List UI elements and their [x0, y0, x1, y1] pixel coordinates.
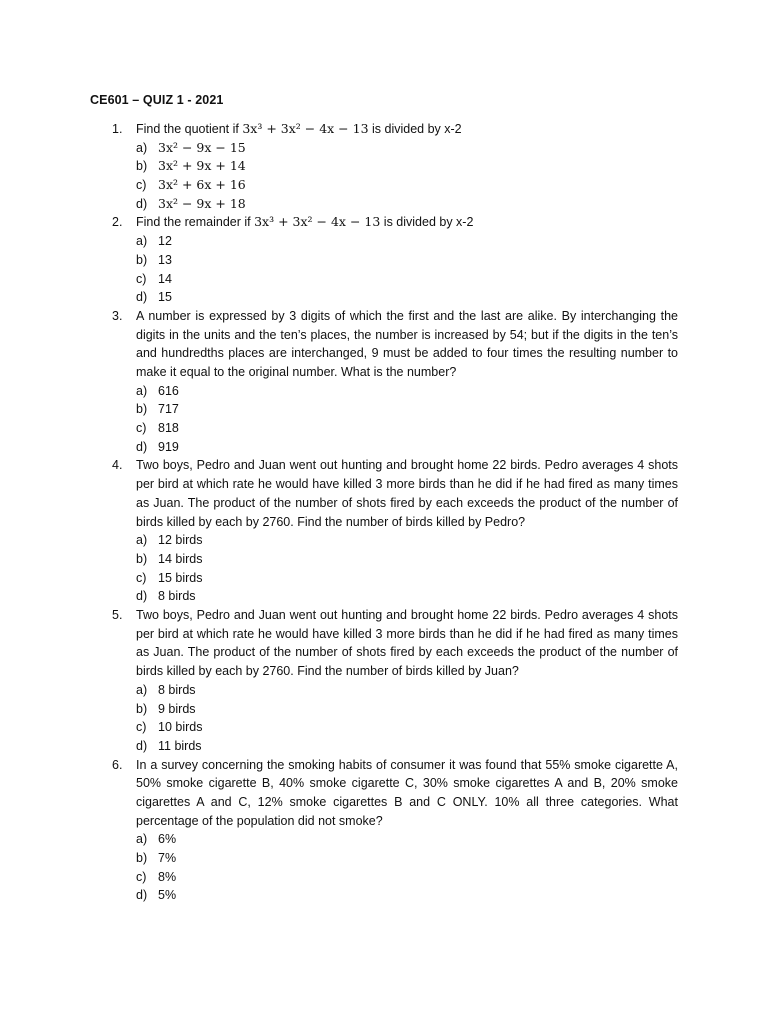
option-b: [0, 400, 768, 419]
question-list: [0, 120, 768, 905]
question-5: [0, 606, 768, 756]
question-text: In a survey concerning the smoking habits of consumer it was found that 55% smoke cigarette A, 50% smoke cigarette B, 40% smoke cigarette C, 30% smoke cigarettes A and B, 20% smoke cigarettes A and C, 12% smoke cigarettes B and C ONLY. 10% all three categories. What percentage of the population did not smoke?: [136, 757, 678, 828]
question-1: [0, 120, 768, 213]
option-d: [0, 195, 768, 214]
option-text: 15: [158, 290, 172, 305]
option-letter: a): [136, 533, 148, 548]
question-number: 6.: [112, 757, 123, 772]
option-text: 14 birds: [158, 551, 203, 566]
option-d: [0, 587, 768, 606]
option-letter: a): [136, 832, 148, 847]
option-a: [0, 531, 768, 550]
option-letter: b): [136, 159, 148, 174]
question-text: Two boys, Pedro and Juan went out hunting and brought home 22 birds. Pedro averages 4 shots per bird at which rate he would have killed 3 more birds than he did if he had fired as many times as Juan. The product of the number of shots fired by each exceeds the product of the number of birds killed by each by 2760. Find the number of birds killed by Juan?: [136, 608, 678, 679]
math-expression: 3x³ + 3x² − 4x − 13: [242, 121, 369, 136]
math-expression: 3x³ + 3x² − 4x − 13: [254, 214, 381, 230]
question-suffix: is divided by x-2: [368, 122, 462, 136]
option-text: 3x² − 9x − 15: [158, 139, 246, 155]
option-letter: b): [136, 551, 148, 566]
option-text: 616: [158, 383, 179, 398]
option-b: [0, 157, 768, 176]
option-text: 5%: [158, 888, 177, 903]
option-letter: c): [136, 178, 147, 193]
question-number: 3.: [112, 308, 123, 323]
question-prefix: Find the remainder if: [136, 215, 255, 230]
option-letter: b): [136, 701, 148, 716]
option-letter: c): [136, 421, 147, 436]
option-letter: c): [136, 720, 147, 735]
option-text: 10 birds: [158, 720, 203, 735]
option-letter: d): [136, 738, 148, 753]
option-letter: a): [136, 234, 148, 249]
option-text: 919: [158, 439, 179, 454]
option-letter: b): [136, 402, 148, 417]
option-text: 15 birds: [158, 570, 203, 585]
option-letter: d): [136, 439, 148, 454]
question-text: A number is expressed by 3 digits of which the first and the last are alike. By interchanging the digits in the units and the ten’s places, the number is increased by 54; but if the digits in the ten’s and hundredths places are interchanged, 9 must be added to four times the resulting number to make it equal to the original number. What is the number?: [136, 308, 678, 380]
question-number: 2.: [112, 215, 123, 230]
question-number: 5.: [112, 608, 123, 623]
option-d: [0, 737, 768, 756]
question-number: 1.: [112, 122, 123, 136]
option-letter: d): [136, 196, 148, 211]
option-d: [0, 288, 768, 307]
option-c: [0, 718, 768, 737]
option-letter: d): [136, 589, 148, 604]
option-a: [0, 232, 768, 251]
option-d: [0, 438, 768, 457]
option-b: [0, 849, 768, 868]
option-c: [0, 419, 768, 438]
option-text: 8 birds: [158, 589, 196, 604]
option-b: [0, 251, 768, 270]
question-text: [136, 213, 678, 232]
option-text: 8%: [158, 869, 177, 884]
quiz-title: CE601 – QUIZ 1 - 2021: [90, 93, 224, 107]
option-text: 12: [158, 234, 172, 249]
option-text: 12 birds: [158, 533, 203, 548]
option-text: 7%: [158, 851, 177, 866]
option-a: [0, 681, 768, 700]
option-a: [0, 139, 768, 158]
option-text: 11 birds: [158, 738, 202, 753]
option-letter: b): [136, 252, 148, 267]
option-text: 14: [158, 271, 172, 286]
option-b: [0, 550, 768, 569]
option-c: [0, 868, 768, 887]
option-text: 8 birds: [158, 682, 196, 697]
option-text: 717: [158, 402, 179, 417]
question-3: [0, 307, 768, 457]
option-c: [0, 569, 768, 588]
question-number: 4.: [112, 458, 123, 473]
option-letter: a): [136, 682, 148, 697]
option-c: [0, 270, 768, 289]
option-letter: d): [136, 290, 148, 305]
question-2: [0, 213, 768, 306]
question-4: [0, 456, 768, 606]
option-text: 13: [158, 252, 172, 267]
option-text: 818: [158, 421, 179, 436]
option-letter: b): [136, 851, 148, 866]
option-c: [0, 176, 768, 195]
option-text: 9 birds: [158, 701, 196, 716]
question-text: Two boys, Pedro and Juan went out hunting and brought home 22 birds. Pedro averages 4 shots per bird at which rate he would have killed 3 more birds than he did if he had fired as many times as Juan. The product of the number of shots fired by each exceeds the product of the number of birds killed by each by 2760. Find the number of birds killed by Pedro?: [136, 458, 678, 529]
question-6: [0, 756, 768, 906]
option-b: [0, 700, 768, 719]
option-a: [0, 382, 768, 401]
option-letter: c): [136, 570, 147, 585]
option-a: [0, 830, 768, 849]
option-letter: c): [136, 869, 147, 884]
question-text: [136, 120, 678, 139]
option-letter: d): [136, 888, 148, 903]
option-letter: a): [136, 140, 148, 155]
question-suffix: is divided by x-2: [380, 215, 474, 230]
option-letter: a): [136, 383, 148, 398]
option-d: [0, 886, 768, 905]
question-prefix: Find the quotient if: [136, 122, 243, 136]
option-letter: c): [136, 271, 147, 286]
option-text: 3x² + 9x + 14: [158, 158, 246, 174]
option-text: 3x² − 9x + 18: [158, 195, 246, 211]
option-text: 3x² + 6x + 16: [158, 177, 246, 193]
option-text: 6%: [158, 832, 177, 847]
